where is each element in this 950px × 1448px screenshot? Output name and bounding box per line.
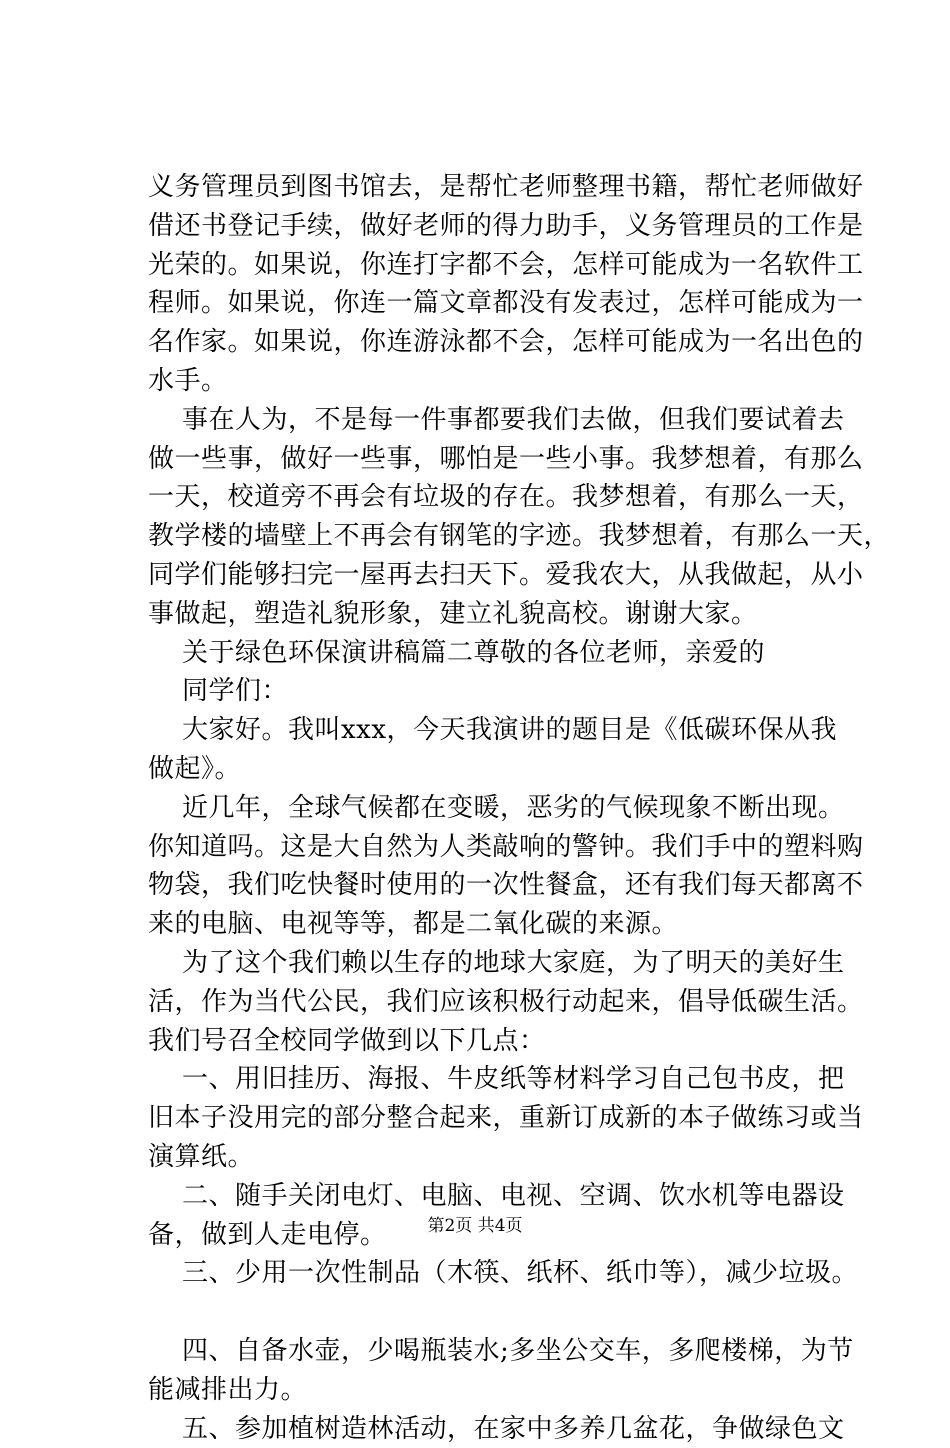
text-line: 事做起，塑造礼貌形象，建立礼貌高校。谢谢大家。 <box>148 595 838 634</box>
text-line: 旧本子没用完的部分整合起来，重新订成新的本子做练习或当 <box>148 1099 838 1138</box>
text-line: 程师。如果说，你连一篇文章都没有发表过，怎样可能成为一 <box>148 284 838 323</box>
text-line: 演算纸。 <box>148 1138 838 1177</box>
text-line: 二、随手关闭电灯、电脑、电视、空调、饮水机等电器设 <box>148 1177 838 1216</box>
text-line: 近几年，全球气候都在变暖，恶劣的气候现象不断出现。 <box>148 789 838 828</box>
text-line: 三、少用一次性制品（木筷、纸杯、纸巾等），减少垃圾。 <box>148 1254 838 1293</box>
text-line: 同学们能够扫完一屋再去扫天下。爱我农大，从我做起，从小 <box>148 556 838 595</box>
text-line: 光荣的。如果说，你连打字都不会，怎样可能成为一名软件工 <box>148 246 838 285</box>
text-line: 为了这个我们赖以生存的地球大家庭，为了明天的美好生 <box>148 944 838 983</box>
text-line: 我们号召全校同学做到以下几点： <box>148 1022 838 1061</box>
text-line: 大家好。我叫xxx，今天我演讲的题目是《低碳环保从我 <box>148 711 838 750</box>
text-line: 五、参加植树造林活动，在家中多养几盆花，争做绿色文 <box>148 1410 838 1448</box>
text-line: 借还书登记手续，做好老师的得力助手，义务管理员的工作是 <box>148 207 838 246</box>
text-line: 关于绿色环保演讲稿篇二尊敬的各位老师，亲爱的 <box>148 634 838 673</box>
text-line: 一、用旧挂历、海报、牛皮纸等材料学习自己包书皮，把 <box>148 1060 838 1099</box>
text-line: 备，做到人走电停。 <box>148 1216 838 1255</box>
page-footer: 第2页 共4页 <box>0 1214 950 1238</box>
text-line: 来的电脑、电视等等，都是二氧化碳的来源。 <box>148 905 838 944</box>
text-line: 活，作为当代公民，我们应该积极行动起来，倡导低碳生活。 <box>148 983 838 1022</box>
text-line: 四、自备水壶，少喝瓶装水;多坐公交车，多爬楼梯，为节 <box>148 1332 838 1371</box>
document-body <box>148 168 838 1448</box>
text-line: 一天，校道旁不再会有垃圾的存在。我梦想着，有那么一天， <box>148 478 838 517</box>
text-line: 你知道吗。这是大自然为人类敲响的警钟。我们手中的塑料购 <box>148 828 838 867</box>
text-line: 名作家。如果说，你连游泳都不会，怎样可能成为一名出色的 <box>148 323 838 362</box>
text-line: 物袋，我们吃快餐时使用的一次性餐盒，还有我们每天都离不 <box>148 866 838 905</box>
text-line: 同学们： <box>148 672 838 711</box>
text-line: 做起》。 <box>148 750 838 789</box>
blank-line <box>148 1293 838 1332</box>
text-line: 义务管理员到图书馆去，是帮忙老师整理书籍，帮忙老师做好 <box>148 168 838 207</box>
text-line: 能减排出力。 <box>148 1371 838 1410</box>
text-line: 做一些事，做好一些事，哪怕是一些小事。我梦想着，有那么 <box>148 440 838 479</box>
text-line: 教学楼的墙壁上不再会有钢笔的字迹。我梦想着，有那么一天， <box>148 517 838 556</box>
text-line: 水手。 <box>148 362 838 401</box>
text-line: 事在人为，不是每一件事都要我们去做，但我们要试着去 <box>148 401 838 440</box>
